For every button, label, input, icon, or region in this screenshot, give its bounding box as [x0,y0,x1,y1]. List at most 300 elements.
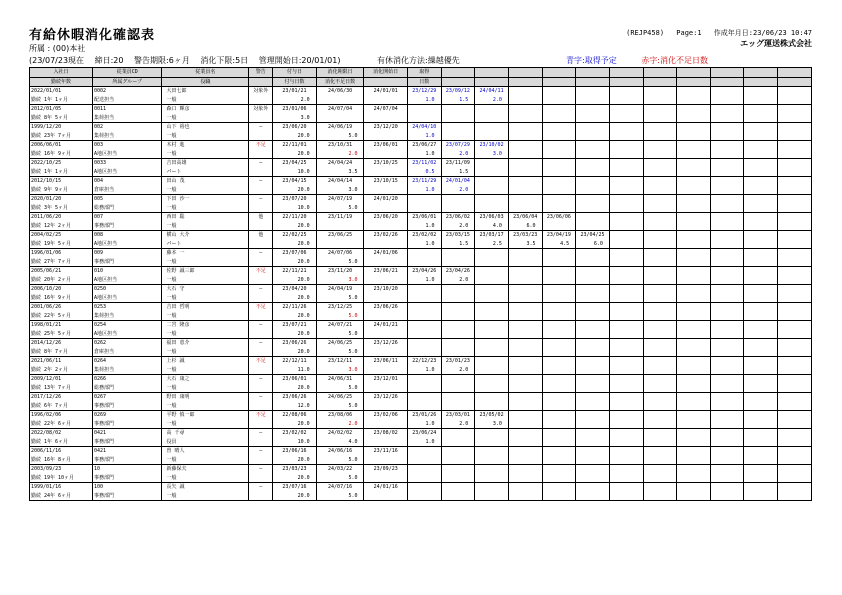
taken-days [710,456,744,465]
taken-days [475,204,509,213]
taken-days [441,348,475,357]
hire-date: 2006/06/01 [30,141,93,150]
employee-name: 大石 守 [162,285,249,294]
grant-days: 20.0 [273,312,316,321]
taken-date [542,339,576,348]
start-date: 23/06/21 [364,267,407,276]
warning: 不足 [249,357,273,366]
taken-days [744,474,778,483]
taken-date: 23/12/29 [407,87,441,96]
taken-days [744,222,778,231]
taken-date [643,231,677,240]
taken-date [576,411,610,420]
position: 役員 [162,438,249,447]
grant-date: 23/04/20 [273,285,316,294]
taken-date [542,159,576,168]
taken-date [778,213,812,222]
taken-date [508,321,542,330]
taken-days: 3.0 [475,420,509,429]
taken-days [441,330,475,339]
taken-days [508,204,542,213]
warning: 不足 [249,141,273,150]
taken-days: 1.0 [407,276,441,285]
taken-date [677,213,711,222]
taken-days [576,384,610,393]
taken-date [677,105,711,114]
grant-date: 23/03/23 [273,465,316,474]
grant-days: 10.0 [273,168,316,177]
taken-date [744,87,778,96]
taken-date [778,123,812,132]
grant-days: 3.0 [273,114,316,123]
taken-days [744,186,778,195]
hire-date: 2011/06/20 [30,213,93,222]
tenure: 勤続 27年 7ヶ月 [30,258,93,267]
taken-date [441,285,475,294]
taken-date [407,303,441,312]
taken-days: 1.5 [441,168,475,177]
taken-days [778,438,812,447]
taken-date [710,249,744,258]
grant-date: 22/08/06 [273,411,316,420]
taken-days [744,492,778,501]
taken-days [475,366,509,375]
employee-row [30,447,812,456]
taken-date [407,105,441,114]
taken-date [643,303,677,312]
grant-days: 20.0 [273,186,316,195]
taken-date [710,393,744,402]
start-blank [364,384,407,393]
group: 事務部門 [92,438,162,447]
start-blank [364,114,407,123]
taken-days [677,474,711,483]
taken-days [542,366,576,375]
start-blank [364,474,407,483]
taken-date: 23/06/01 [407,213,441,222]
header-group: 所属グループ [92,77,162,87]
taken-date [643,465,677,474]
taken-days: 2.0 [441,186,475,195]
position: 一般 [162,384,249,393]
taken-days [542,312,576,321]
taken-days [542,294,576,303]
taken-days: 3.5 [508,240,542,249]
header-row-2 [30,77,812,87]
taken-date [710,285,744,294]
tenure: 勤続 16年 8ヶ月 [30,456,93,465]
taken-days [778,492,812,501]
taken-days [609,312,643,321]
warning-blank [249,186,273,195]
employee-name: 下田 沙一 [162,195,249,204]
grant-date: 22/11/20 [273,213,316,222]
taken-date [677,303,711,312]
taken-date [643,249,677,258]
taken-days [744,150,778,159]
employee-row [30,483,812,492]
tenure: 勤続 22年 5ヶ月 [30,312,93,321]
taken-date [643,195,677,204]
taken-date [407,321,441,330]
hire-date: 2022/08/02 [30,429,93,438]
taken-date [677,447,711,456]
taken-days [710,402,744,411]
taken-date: 23/04/19 [542,231,576,240]
taken-date [710,447,744,456]
group: 倉庫担当 [92,186,162,195]
taken-date [643,357,677,366]
warning-blank [249,402,273,411]
taken-days [643,366,677,375]
employee-row [30,195,812,204]
taken-date [609,483,643,492]
start-date: 24/01/01 [364,87,407,96]
grant-date: 23/02/02 [273,429,316,438]
taken-date [576,429,610,438]
taken-date [710,87,744,96]
taken-date [710,429,744,438]
taken-days [609,330,643,339]
taken-date [643,339,677,348]
taken-date [475,321,509,330]
report-title: 有給休暇消化確認表 [29,28,156,43]
group: 総務部門 [92,204,162,213]
taken-date [710,357,744,366]
group: 倉庫担当 [92,348,162,357]
warning-blank [249,312,273,321]
taken-days [542,132,576,141]
taken-days [778,276,812,285]
taken-days [643,222,677,231]
taken-date [744,339,778,348]
taken-days: 1.0 [407,150,441,159]
hire-date: 2006/11/16 [30,447,93,456]
taken-days [744,438,778,447]
taken-days [407,294,441,303]
grant-days: 20.0 [273,330,316,339]
start-date: 24/01/16 [364,483,407,492]
taken-date [508,393,542,402]
taken-date: 24/01/04 [441,177,475,186]
taken-days [677,204,711,213]
taken-date [677,393,711,402]
taken-days [710,492,744,501]
taken-days [677,330,711,339]
taken-date [744,393,778,402]
start-blank [364,366,407,375]
shortage-days: 3.0 [316,276,364,285]
warning: 不足 [249,267,273,276]
taken-date [508,267,542,276]
taken-date [643,177,677,186]
hire-date: 2022/10/25 [30,159,93,168]
taken-days [677,456,711,465]
taken-days [542,456,576,465]
taken-days [475,474,509,483]
start-date: 23/02/26 [364,231,407,240]
taken-date [609,429,643,438]
taken-date [744,447,778,456]
employee-row-detail [30,222,812,231]
taken-date [542,303,576,312]
taken-date [778,447,812,456]
group: A地区担当 [92,276,162,285]
taken-date [609,105,643,114]
header-start-date: 消化開始日 [364,68,407,78]
taken-date [744,195,778,204]
shortage-days: 5.0 [316,294,364,303]
taken-days [609,186,643,195]
taken-days [677,258,711,267]
taken-date [508,339,542,348]
hire-date: 1996/01/06 [30,249,93,258]
grant-days: 20.0 [273,456,316,465]
taken-days [643,456,677,465]
position: 一般 [162,222,249,231]
taken-days [710,384,744,393]
employee-row-detail [30,402,812,411]
start-blank [364,294,407,303]
taken-days [542,438,576,447]
deadline: 23/11/20 [316,267,364,276]
taken-date [677,159,711,168]
taken-days [643,96,677,105]
taken-days [778,330,812,339]
taken-date [710,375,744,384]
taken-date [710,231,744,240]
taken-date [508,105,542,114]
taken-date [609,357,643,366]
taken-days [643,294,677,303]
taken-days [542,276,576,285]
taken-days [441,438,475,447]
hire-date: 2003/09/23 [30,465,93,474]
group: 事務部門 [92,456,162,465]
position: 一般 [162,348,249,357]
taken-days: 1.0 [407,186,441,195]
start-blank [364,402,407,411]
grant-date: 23/07/16 [273,483,316,492]
taken-date [710,267,744,276]
taken-days [710,312,744,321]
hire-date: 2005/06/21 [30,267,93,276]
start-date: 24/01/06 [364,249,407,258]
taken-date [609,267,643,276]
taken-days [643,402,677,411]
taken-date [778,249,812,258]
employee-row [30,303,812,312]
taken-date: 23/05/02 [475,411,509,420]
employee-code: 100 [92,483,162,492]
employee-row [30,249,812,258]
group: A地区担当 [92,294,162,303]
header-employee-name: 従業員名 [162,68,249,78]
taken-date [542,141,576,150]
taken-date [643,285,677,294]
taken-date [609,285,643,294]
taken-days [542,402,576,411]
taken-date [744,375,778,384]
taken-date [407,465,441,474]
warning: 他 [249,231,273,240]
taken-date [677,177,711,186]
position: 一般 [162,294,249,303]
taken-days [677,276,711,285]
tenure: 勤続 3年 5ヶ月 [30,204,93,213]
condition-warning-period: 警告期限:6ヶ月 [134,56,190,65]
employee-code: 008 [92,231,162,240]
taken-date [576,357,610,366]
grant-date: 23/04/15 [273,177,316,186]
start-blank [364,132,407,141]
warning-blank [249,204,273,213]
employee-row-detail [30,132,812,141]
taken-days [677,294,711,303]
taken-days: 3.0 [475,150,509,159]
taken-days [508,276,542,285]
grant-date: 23/06/26 [273,393,316,402]
taken-date: 23/04/25 [576,231,610,240]
taken-date: 23/11/02 [407,159,441,168]
taken-days: 4.0 [475,222,509,231]
warning-blank [249,348,273,357]
taken-days [778,420,812,429]
warning: — [249,159,273,168]
taken-days: 1.0 [407,222,441,231]
taken-days [407,402,441,411]
taken-days [744,114,778,123]
group: 総務部門 [92,384,162,393]
group: 事務部門 [92,474,162,483]
grant-date: 23/06/20 [273,123,316,132]
taken-days [542,96,576,105]
taken-date [407,195,441,204]
header-taken: 取得 [407,68,441,78]
employee-row-detail [30,420,812,429]
taken-days [576,222,610,231]
taken-date [576,267,610,276]
start-date: 24/01/20 [364,195,407,204]
taken-days [609,474,643,483]
taken-days [609,150,643,159]
taken-days [407,312,441,321]
taken-days [609,492,643,501]
taken-date [778,375,812,384]
taken-days [710,474,744,483]
taken-days [744,294,778,303]
taken-date [576,159,610,168]
tenure: 勤続 8年 7ヶ月 [30,348,93,357]
warning: 不足 [249,411,273,420]
taken-date [643,393,677,402]
taken-date [744,231,778,240]
taken-date [677,141,711,150]
taken-days [643,276,677,285]
taken-date: 23/04/26 [407,267,441,276]
taken-days [677,366,711,375]
taken-days [475,384,509,393]
taken-days [609,294,643,303]
taken-date [609,249,643,258]
employee-name: 森口 輝彦 [162,105,249,114]
taken-date [576,177,610,186]
taken-date [744,249,778,258]
taken-days [677,186,711,195]
taken-days [778,222,812,231]
taken-date [441,321,475,330]
taken-date [710,483,744,492]
taken-days [677,384,711,393]
warning: — [249,195,273,204]
taken-days [643,258,677,267]
taken-days [643,168,677,177]
taken-days [643,492,677,501]
start-blank [364,312,407,321]
taken-days [441,132,475,141]
taken-days [677,402,711,411]
deadline: 23/10/31 [316,141,364,150]
taken-days [643,420,677,429]
deadline: 24/04/19 [316,285,364,294]
taken-date [508,483,542,492]
taken-date [710,195,744,204]
taken-date [609,393,643,402]
taken-days: 0.5 [407,168,441,177]
employee-code: 007 [92,213,162,222]
employee-name: 野田 康明 [162,393,249,402]
start-blank [364,438,407,447]
taken-date [576,141,610,150]
grant-days: 20.0 [273,474,316,483]
taken-date [609,447,643,456]
hire-date: 2012/10/15 [30,177,93,186]
taken-days [643,438,677,447]
employee-code: 0264 [92,357,162,366]
taken-date: 23/04/26 [441,267,475,276]
taken-days [508,168,542,177]
taken-days [643,114,677,123]
taken-days [710,420,744,429]
employee-code: 0269 [92,411,162,420]
taken-date [778,483,812,492]
employee-name: 大田七郎 [162,87,249,96]
taken-date [744,411,778,420]
shortage-days: 5.0 [316,132,364,141]
taken-date [744,465,778,474]
taken-days [508,492,542,501]
header-tenure: 勤続年数 [30,77,93,87]
employee-code: 0250 [92,285,162,294]
taken-days [475,402,509,411]
taken-date [475,195,509,204]
taken-date: 23/11/29 [407,177,441,186]
warning-blank [249,240,273,249]
taken-days [576,348,610,357]
taken-days [441,204,475,213]
taken-date [677,411,711,420]
taken-days [475,348,509,357]
warning: 対象外 [249,105,273,114]
taken-date: 23/03/23 [508,231,542,240]
taken-days: 1.0 [407,420,441,429]
grant-date: 22/11/26 [273,303,316,312]
hire-date: 2001/06/26 [30,303,93,312]
hire-date: 1996/02/06 [30,411,93,420]
employee-name: 西田 聡 [162,213,249,222]
employee-code: 0421 [92,429,162,438]
taken-days [744,330,778,339]
